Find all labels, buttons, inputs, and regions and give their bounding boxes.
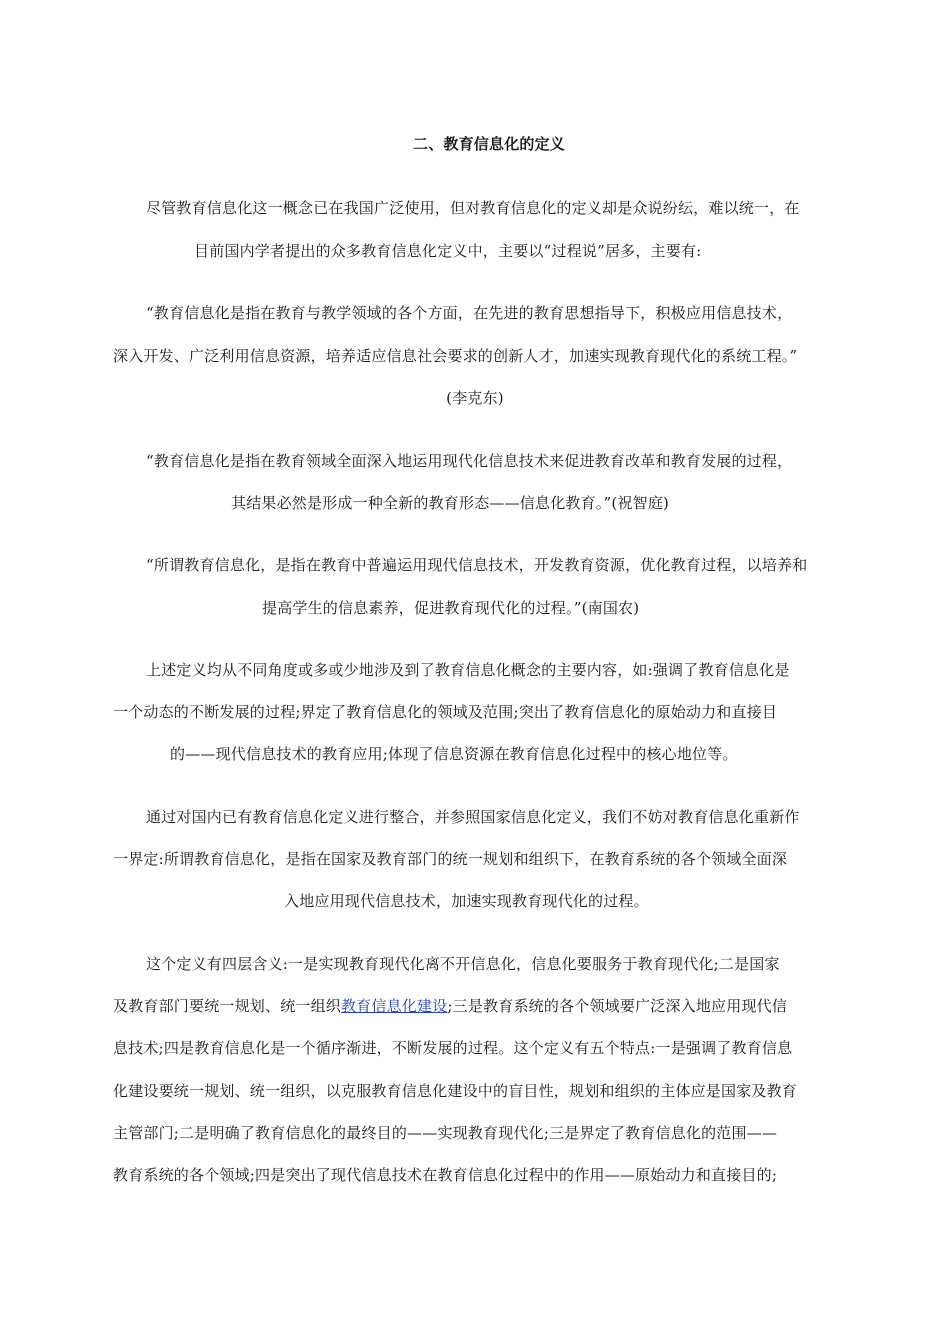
paragraph-4-line-2-end: ;三是教育系统的各个领域要广泛深入地应用现代信 <box>447 997 788 1015</box>
quote-1-attribution: (李克东) <box>446 389 504 407</box>
quote-2-line-2: 其结果必然是形成一种全新的教育形态——信息化教育。”(祝智庭) <box>231 494 670 512</box>
paragraph-3-line-2: 一界定:所谓教育信息化，是指在国家及教育部门的统一规划和组织下，在教育系统的各个领域全面深 <box>113 850 788 868</box>
paragraph-4-line-4: 化建设要统一规划、统一组织，以克服教育信息化建设中的盲目性，规划和组织的主体应是国家及教育 <box>113 1082 798 1100</box>
quote-2-line-1: “教育信息化是指在教育领域全面深入地运用现代化信息技术来促进教育改革和教育发展的过程， <box>146 452 793 470</box>
paragraph-3-line-1: 通过对国内已有教育信息化定义进行整合，并参照国家信息化定义，我们不妨对教育信息化重新作 <box>146 808 800 826</box>
paragraph-2-line-3: 的——现代信息技术的教育应用;体现了信息资源在教育信息化过程中的核心地位等。 <box>170 745 738 763</box>
paragraph-4-line-2-start: 及教育部门要统一规划、统一组织 <box>113 997 342 1015</box>
paragraph-4-line-1: 这个定义有四层含义:一是实现教育现代化离不开信息化，信息化要服务于教育现代化;二是国家 <box>146 955 780 973</box>
education-informatization-construction-link[interactable]: 教育信息化建设 <box>341 997 448 1015</box>
section-title: 二、教育信息化的定义 <box>413 135 566 153</box>
paragraph-4-line-3: 息技术;四是教育信息化是一个循序渐进，不断发展的过程。这个定义有五个特点:一是强调了教育信息 <box>113 1039 793 1057</box>
paragraph-4-line-5: 主管部门;二是明确了教育信息化的最终目的——实现教育现代化;三是界定了教育信息化的范围—— <box>113 1124 778 1142</box>
paragraph-2-line-1: 上述定义均从不同角度或多或少地涉及到了教育信息化概念的主要内容，如:强调了教育信息化是 <box>146 661 790 679</box>
paragraph-2-line-2: 一个动态的不断发展的过程;界定了教育信息化的领域及范围;突出了教育信息化的原始动力和直接目 <box>113 703 778 721</box>
quote-1-line-1: “教育信息化是指在教育与教学领域的各个方面，在先进的教育思想指导下，积极应用信息技术， <box>146 304 793 322</box>
paragraph-1-line-1: 尽管教育信息化这一概念已在我国广泛使用，但对教育信息化的定义却是众说纷纭，难以统一，在 <box>146 199 800 217</box>
quote-3-line-2: 提高学生的信息素养，促进教育现代化的过程。”(南国农) <box>262 599 640 617</box>
paragraph-4-line-6: 教育系统的各个领域;四是突出了现代信息技术在教育信息化过程中的作用——原始动力和直接目的; <box>113 1166 778 1184</box>
paragraph-1-line-2: 目前国内学者提出的众多教育信息化定义中，主要以“过程说”居多，主要有: <box>194 242 702 260</box>
quote-1-line-2: 深入开发、广泛利用信息资源，培养适应信息社会要求的创新人才，加速实现教育现代化的系统工程。” <box>113 347 798 365</box>
paragraph-3-line-3: 入地应用现代信息技术，加速实现教育现代化的过程。 <box>284 892 649 910</box>
quote-3-line-1: “所谓教育信息化，是指在教育中普遍运用现代信息技术，开发教育资源，优化教育过程，以培养和 <box>146 556 808 574</box>
paragraph-4-line-2 <box>113 996 787 1016</box>
